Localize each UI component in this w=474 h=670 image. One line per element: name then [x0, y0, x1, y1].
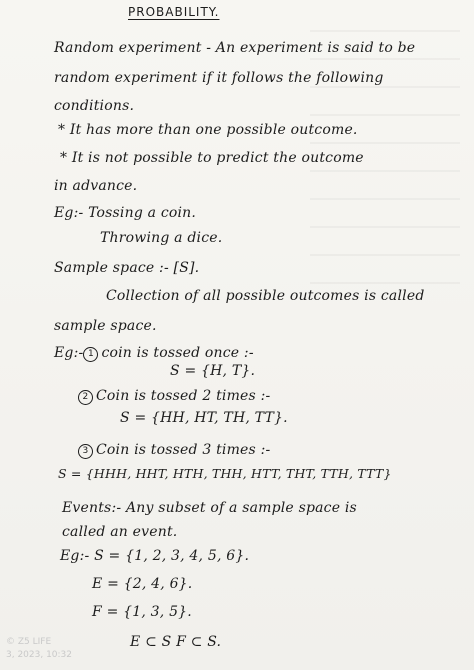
watermark-line-2: 3, 2023, 10:32: [6, 650, 73, 660]
random-experiment-line-1: Random experiment - An experiment is said to be: [54, 40, 416, 56]
coin-example-2-result: S = {HH, HT, TH, TT}.: [120, 410, 288, 426]
coin-example-1-result: S = {H, T}.: [170, 363, 256, 379]
coin-example-2: [78, 388, 270, 405]
circled-number-2: 2: [78, 390, 93, 405]
example-line-1: Eg:- Tossing a coin.: [54, 205, 197, 221]
random-experiment-line-3: conditions.: [54, 98, 135, 114]
page-title: PROBABILITY.: [128, 5, 220, 19]
coin-example-3-result: S = {HHH, HHT, HTH, THH, HTT, THT, TTH, TTT}: [58, 466, 392, 481]
coin-example-2-text: Coin is tossed 2 times :-: [96, 388, 271, 404]
coin-example-3-text: Coin is tossed 3 times :-: [96, 442, 271, 458]
condition-2-continued: in advance.: [54, 178, 138, 194]
condition-2: * It is not possible to predict the outcome: [60, 150, 364, 166]
coin-example-1-prefix: Eg:-: [54, 345, 84, 361]
coin-example-1: [54, 345, 254, 362]
coin-example-3: [78, 442, 270, 459]
sample-space-heading: Sample space :- [S].: [54, 260, 200, 276]
events-example-f: F = {1, 3, 5}.: [92, 604, 192, 620]
sample-space-definition-1: Collection of all possible outcomes is called: [106, 288, 425, 304]
coin-example-1-text: coin is tossed once :-: [101, 345, 254, 361]
condition-1: * It has more than one possible outcome.: [58, 122, 358, 138]
events-line-1: Events:- Any subset of a sample space is: [62, 500, 357, 516]
events-line-2: called an event.: [62, 524, 178, 540]
example-line-2: Throwing a dice.: [100, 230, 223, 246]
events-example-e: E = {2, 4, 6}.: [92, 576, 193, 592]
events-example-s: Eg:- S = {1, 2, 3, 4, 5, 6}.: [60, 548, 250, 564]
watermark-line-1: © Z5 LIFE: [6, 637, 52, 647]
circled-number-1: 1: [83, 347, 98, 362]
sample-space-definition-2: sample space.: [54, 318, 157, 334]
random-experiment-line-2: random experiment if it follows the following: [54, 70, 384, 86]
events-subset-relation: E ⊂ S F ⊂ S.: [130, 634, 222, 650]
circled-number-3: 3: [78, 444, 93, 459]
